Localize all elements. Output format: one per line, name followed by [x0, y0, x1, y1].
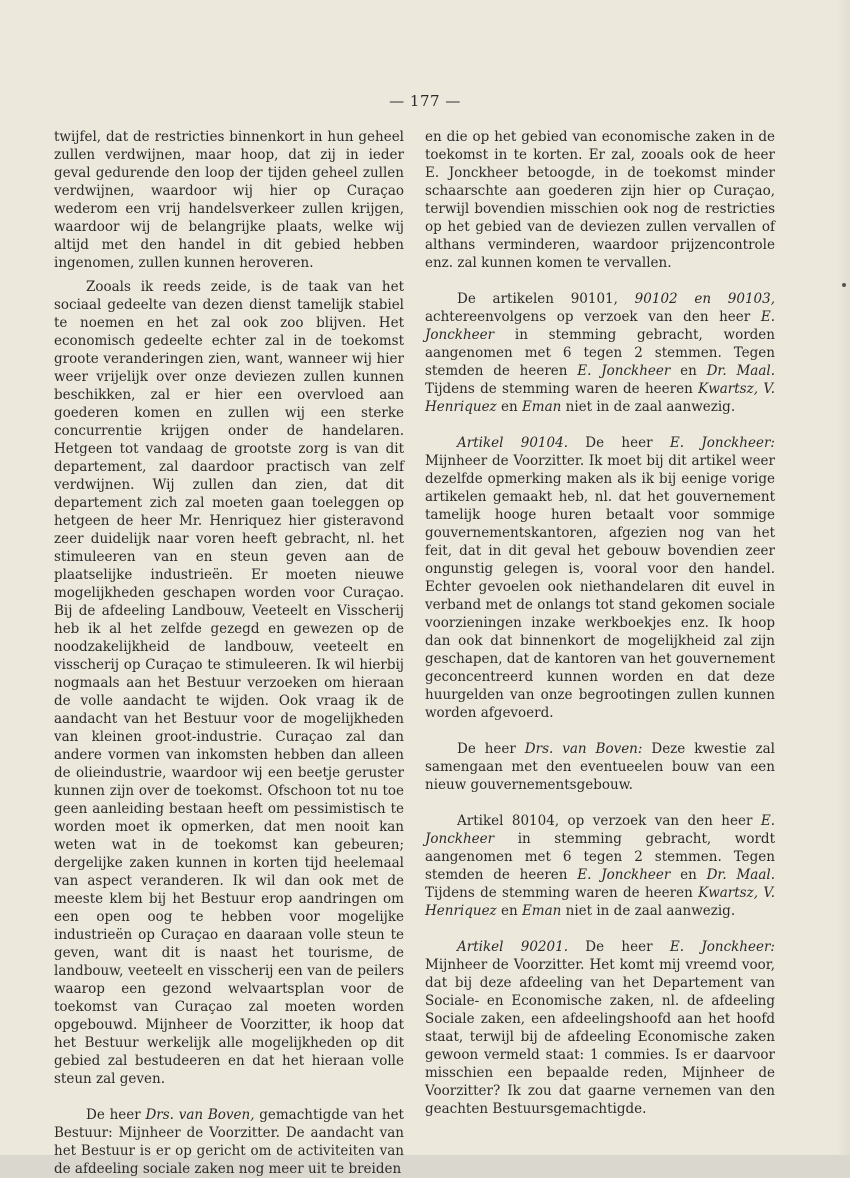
left-paragraph-1: twijfel, dat de restricties binnenkort in hun geheel zullen verdwijnen, maar hoop, dat zij in ieder geval gedurende den loop der tijden geheel zullen verdwijnen, waardoor wij hier op Curaçao wederom een vrij handelsverkeer zullen krijgen, waardoor wij de belangrijke plaats, welke wij altijd met den handel in dit gebied hebben ingenomen, zullen kunnen heroveren. [54, 129, 404, 271]
person-name: E. Jonckheer [577, 867, 671, 883]
text-span: en [496, 903, 522, 919]
person-name: Eman [521, 399, 562, 415]
right-paragraph-3 [425, 434, 775, 722]
margin-mark [842, 283, 846, 287]
text-span: De heer [567, 939, 670, 955]
text-span: Deze kwestie zal samengaan met den eventueelen bouw van een nieuw gouvernementsgebouw. [425, 741, 775, 793]
speaker-name: E. Jonckheer: [669, 435, 775, 451]
right-paragraph-4 [425, 740, 775, 794]
person-name: Kwartsz, V. Henriquez [425, 885, 776, 919]
text-span: en [670, 867, 707, 883]
person-name: E. Jonckheer [577, 363, 671, 379]
right-paragraph-5 [425, 812, 775, 920]
person-name: Dr. Maal. [706, 867, 775, 883]
text-span: niet in de zaal aanwezig. [561, 903, 736, 919]
text-span: en [496, 399, 522, 415]
text-span: De artikelen 90101, [457, 291, 635, 307]
p3-prefix: De heer [86, 1107, 146, 1123]
text-span: in stemming gebracht, wordt aangenomen met 6 tegen 2 stemmen. Tegen stemden de heeren [425, 831, 775, 883]
text-span: Tijdens de stemming waren de heeren [425, 885, 699, 901]
text-span: De heer [457, 741, 525, 757]
article-heading: Artikel 90104. [457, 435, 568, 451]
text-span: niet in de zaal aanwezig. [561, 399, 736, 415]
left-column [54, 128, 404, 1178]
p3-text: gemachtigde van het Bestuur: Mijnheer de Voorzitter. De aandacht van het Bestuur is er op gericht om de activiteiten van de afdeeling sociale zaken nog meer uit te breiden [54, 1107, 404, 1177]
page-number: — 177 — [389, 92, 461, 110]
text-span: en [670, 363, 707, 379]
text-span: Mijnheer de Voorzitter. Het komt mij vreemd voor, dat bij deze afdeeling van het Departement van Sociale- en Economische zaken, nl. de afdeeling Sociale zaken, een afdeelingshoofd aan het hoofd staat, terwijl bij de afdeeling Economische zaken gewoon vermeld staat: 1 commies. Is er daarvoor misschien een bepaalde reden, Mijnheer de Voorzitter? Ik zou dat gaarne vernemen van den geachten Bestuursgemachtigde. [425, 957, 775, 1117]
article-heading: Artikel 90201. [457, 939, 568, 955]
person-name: E. Jonckheer [425, 813, 775, 847]
right-paragraph-6 [425, 938, 775, 1118]
left-paragraph-3 [54, 1106, 404, 1178]
text-span: achtereenvolgens op verzoek van den heer [425, 309, 761, 325]
speaker-name: Drs. van Boven, [145, 1107, 255, 1123]
person-name: Kwartsz, V. Henriquez [425, 381, 776, 415]
text-span: Tijdens de stemming waren de heeren [425, 381, 699, 397]
text-span: in stemming gebracht, worden aangenomen met 6 tegen 2 stemmen. Tegen stemden de heeren [425, 327, 775, 379]
speaker-name: Drs. van Boven: [524, 741, 643, 757]
person-name: E. Jonckheer [425, 309, 775, 343]
right-paragraph-1: en die op het gebied van economische zaken in de toekomst in te korten. Er zal, zooals ook de heer E. Jonckheer betoogde, in de toekomst minder schaarschte aan goederen zijn hier op Curaçao, terwijl bovendien misschien ook nog de restricties op het gebied van de deviezen zullen vervallen of althans verminderen, waardoor prijzencontrole enz. zal kunnen komen te vervallen. [425, 129, 775, 271]
page-edge [836, 0, 850, 1155]
article-numbers: 90102 en 90103, [634, 291, 776, 307]
text-span: De heer [567, 435, 670, 451]
left-paragraph-2: Zooals ik reeds zeide, is de taak van het sociaal gedeelte van dezen dienst tamelijk stabiel te noemen en het zal ook zoo blijven. Het economisch gedeelte echter zal in de toekomst groote veranderingen zien, want, wanneer wij hier weer vrijelijk over onze deviezen zullen kunnen beschikken, zal er hier een overvloed aan goederen komen en zullen wij een sterke concurrentie krijgen onder de handelaren. Hetgeen tot vandaag de grootste zorg is van dit departement, zal daardoor practisch van zelf verdwijnen. Wij zullen dan zien, dat dit departement zich zal moeten gaan toeleggen op hetgeen de heer Mr. Henriquez hier gisteravond zeer duidelijk naar voren heeft gebracht, nl. het stimuleeren van en steun geven aan de plaatselijke industrieën. Er moeten nieuwe mogelijkheden geschapen worden voor Curaçao. Bij de afdeeling Landbouw, Veeteelt en Visscherij heb ik al het zelfde gezegd en gewezen op de noodzakelijkheid de landbouw, veeteelt en visscherij op Curaçao te stimuleeren. Ik wil hierbij nogmaals aan het Bestuur verzoeken om hieraan de volle aandacht te wijden. Ook vraag ik de aandacht van het Bestuur voor de mogelijkheden van kleinen groot-industrie. Curaçao zal dan andere vormen van inkomsten hebben dan alleen de olieindustrie, waardoor wij een beetje geruster kunnen zijn over de toekomst. Ofschoon tot nu toe geen aanleiding bestaan heeft om pessimistisch te worden moet ik opmerken, dat men nooit kan weten wat in de toekomst kan gebeuren; dergelijke zaken kunnen in korten tijd heelemaal van aspect veranderen. Ik wil dan ook met de meeste klem bij het Bestuur erop aandringen om een open oog te hebben voor mogelijke industrieën op Curaçao en daaraan volle steun te geven, want dit is naast het tourisme, de landbouw, veeteelt en visscherij een van de peilers waarop een gezond welvaartsplan voor de toekomst van Curaçao zal moeten worden opgebouwd. Mijnheer de Voorzitter, ik hoop dat het Bestuur werkelijk alle mogelijkheden op dit gebied zal bestudeeren en dat het hieraan volle steun zal geven. [54, 279, 404, 1087]
right-paragraph-2 [425, 290, 775, 416]
text-span: Artikel 80104, op verzoek van den heer [457, 813, 761, 829]
speaker-name: E. Jonckheer: [669, 939, 775, 955]
right-column [425, 128, 775, 1118]
person-name: Dr. Maal. [706, 363, 775, 379]
person-name: Eman [521, 903, 562, 919]
text-span: Mijnheer de Voorzitter. Ik moet bij dit artikel weer dezelfde opmerking maken als ik bij eenige vorige artikelen gemaakt heb, nl. dat het gouvernement tamelijk hooge huren betaalt voor sommige gouvernementskantoren, afgezien nog van het feit, dat in dit geval het gebouw bovendien zeer ongunstig gelegen is, vooral voor den handel. Echter gevoelen ook niethandelaren dit euvel in verband met de onlangs tot stand gekomen sociale voorzieningen inzake werkboekjes enz. Ik hoop dan ook dat binnenkort de mogelijkheid zal zijn geschapen, dat de kantoren van het gouvernement geconcentreerd kunnen worden en dat deze huurgelden van onze begrootingen zullen kunnen worden afgevoerd. [425, 453, 775, 721]
